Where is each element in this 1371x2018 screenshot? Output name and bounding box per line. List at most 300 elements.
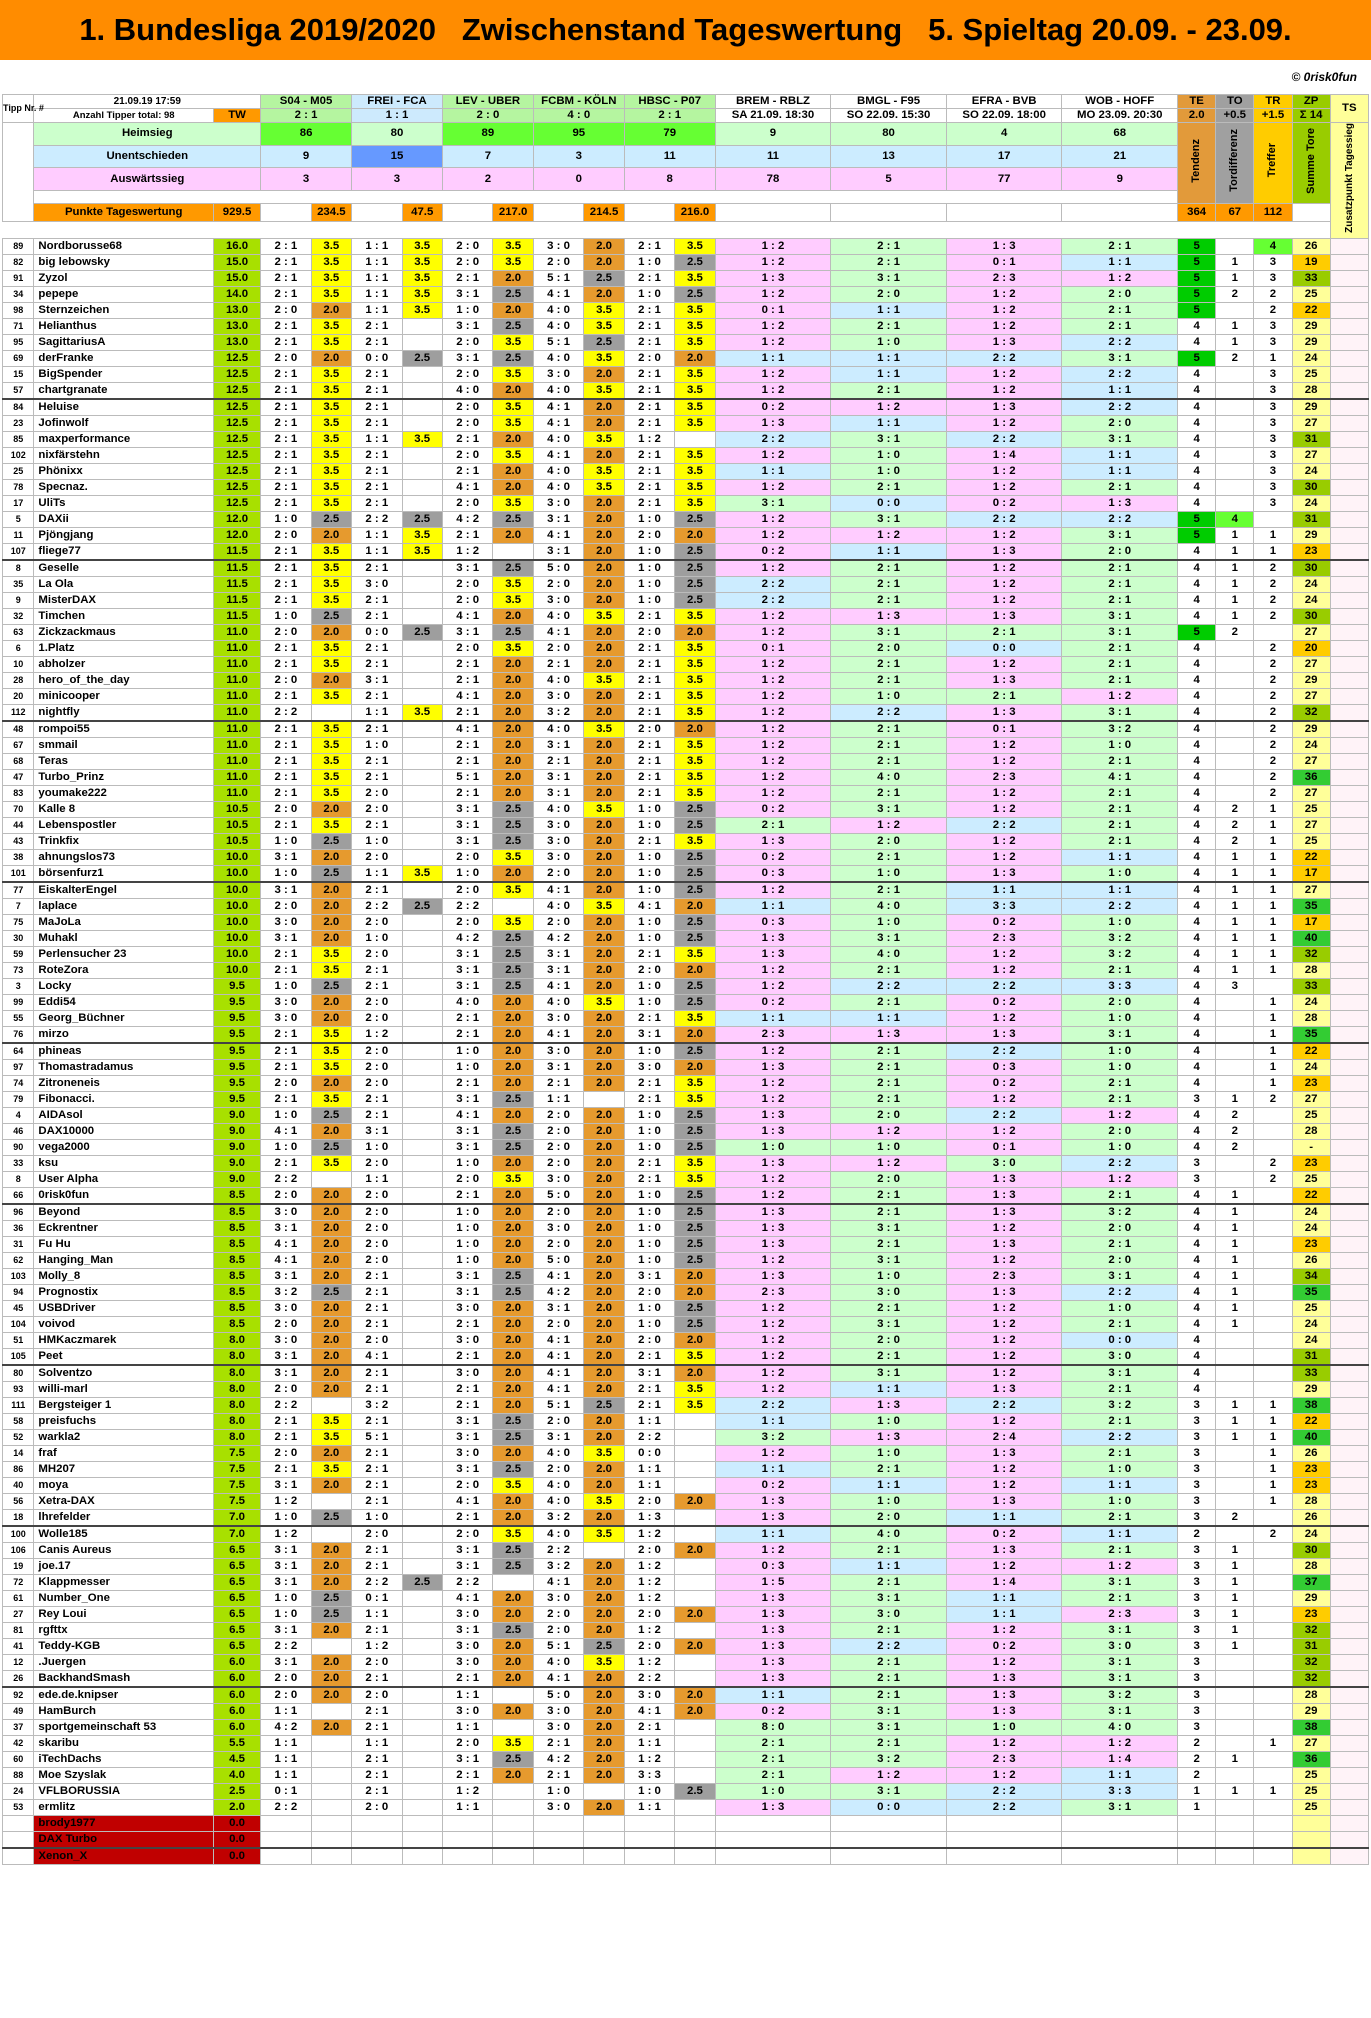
participant-name: Teddy-KGB <box>34 1638 214 1654</box>
game-points: 2.0 <box>493 431 533 447</box>
game-points: 2.0 <box>675 1026 715 1043</box>
table-row <box>3 1606 1369 1622</box>
auswaerts-2: 3 <box>352 168 443 191</box>
game-points: 2.0 <box>311 1220 351 1236</box>
open-game-tip: 1 : 5 <box>715 1574 831 1590</box>
zp-value: 33 <box>1292 978 1330 994</box>
game-points: 2.0 <box>584 1477 624 1493</box>
game-tip: 2 : 2 <box>624 1670 675 1687</box>
to-value: 1 <box>1216 1751 1254 1767</box>
te-value: 4 <box>1178 1252 1216 1268</box>
participant-name: pepepe <box>34 286 214 302</box>
game-points: 2.5 <box>584 1638 624 1654</box>
game-points: 2.5 <box>493 962 533 978</box>
tw-points: 11.0 <box>214 704 261 721</box>
to-value: 1 <box>1216 865 1254 882</box>
to-value: 1 <box>1216 1187 1254 1204</box>
open-game-tip: 1 : 3 <box>715 1670 831 1687</box>
game-points: 2.0 <box>584 1139 624 1155</box>
game-points <box>402 1026 442 1043</box>
zp-value: 35 <box>1292 898 1330 914</box>
open-game-tip: 0 : 3 <box>946 1059 1062 1075</box>
ts-value <box>1330 801 1368 817</box>
game-points: 2.0 <box>493 1043 533 1060</box>
game-tip: 2 : 1 <box>261 1461 312 1477</box>
game-points: 2.0 <box>584 1332 624 1348</box>
game-tip: 3 : 1 <box>624 1268 675 1284</box>
game-points: 2.5 <box>493 833 533 849</box>
tr-value: 1 <box>1254 930 1292 946</box>
ts-value <box>1330 415 1368 431</box>
game-points: 2.0 <box>311 801 351 817</box>
tw-points: 8.5 <box>214 1284 261 1300</box>
game-points: 3.5 <box>675 688 715 704</box>
game-points: 2.5 <box>493 930 533 946</box>
table-row <box>3 334 1369 350</box>
zp-value: 23 <box>1292 1075 1330 1091</box>
tw-points: 13.0 <box>214 302 261 318</box>
game-points: 2.0 <box>675 1365 715 1382</box>
open-game-tip: 1 : 3 <box>715 1622 831 1638</box>
game-points: 3.5 <box>584 479 624 495</box>
game-tip: 2 : 1 <box>352 656 403 672</box>
game-points <box>675 1413 715 1429</box>
game-tip: 2 : 2 <box>261 1171 312 1187</box>
te-value: 4 <box>1178 737 1216 753</box>
game-points: 2.0 <box>493 737 533 753</box>
game-tip: 1 : 0 <box>624 1139 675 1155</box>
ts-value <box>1330 817 1368 833</box>
game-points: 2.0 <box>675 962 715 978</box>
game-points: 2.0 <box>493 1670 533 1687</box>
tipp-nr: 103 <box>3 1268 34 1284</box>
game-points: 2.0 <box>584 640 624 656</box>
ts-value <box>1330 334 1368 350</box>
tipp-nr: 15 <box>3 366 34 382</box>
open-game-tip: 0 : 2 <box>715 1703 831 1719</box>
tw-points: 11.0 <box>214 769 261 785</box>
zp-value: 36 <box>1292 1751 1330 1767</box>
table-row <box>3 238 1369 254</box>
game-points: 2.5 <box>675 930 715 946</box>
ts-value <box>1330 849 1368 865</box>
tipp-nr: 6 <box>3 640 34 656</box>
tw-points: 14.0 <box>214 286 261 302</box>
game-points: 2.0 <box>493 1397 533 1413</box>
game-points <box>402 334 442 350</box>
game-tip: 2 : 0 <box>442 576 493 592</box>
game-tip: 1 : 0 <box>261 1139 312 1155</box>
game-points: 2.0 <box>311 1445 351 1461</box>
game-tip: 2 : 1 <box>352 1767 403 1783</box>
open-game-tip: 2 : 0 <box>1062 1220 1178 1236</box>
to-value: 1 <box>1216 1606 1254 1622</box>
participant-name: Xenon_X <box>34 1848 214 1865</box>
open-game-tip: 3 : 1 <box>1062 1574 1178 1590</box>
ts-value <box>1330 1638 1368 1654</box>
game-tip: 4 : 1 <box>533 1026 584 1043</box>
ts-value <box>1330 1429 1368 1445</box>
tr-value: 1 <box>1254 527 1292 543</box>
game-points: 2.0 <box>584 399 624 416</box>
game-points: 3.5 <box>675 334 715 350</box>
game-tip: 1 : 0 <box>352 930 403 946</box>
open-game-tip: 1 : 1 <box>715 1687 831 1704</box>
game-points <box>311 1815 351 1831</box>
open-game-tip: 3 : 2 <box>1062 930 1178 946</box>
game-tip: 2 : 1 <box>261 817 312 833</box>
game-tip: 4 : 2 <box>533 1751 584 1767</box>
open-game-tip: 1 : 0 <box>1062 737 1178 753</box>
to-value: 1 <box>1216 1316 1254 1332</box>
open-game-tip: 2 : 2 <box>715 1397 831 1413</box>
game-tip: 3 : 1 <box>352 672 403 688</box>
open-game-tip: 1 : 2 <box>946 1316 1062 1332</box>
heimsieg-label: Heimsieg <box>34 123 261 146</box>
to-value: 1 <box>1216 882 1254 899</box>
to-value <box>1216 1010 1254 1026</box>
game-points: 2.0 <box>584 769 624 785</box>
tipp-nr: 102 <box>3 447 34 463</box>
game-points: 2.5 <box>675 1204 715 1221</box>
game-points: 2.0 <box>311 1654 351 1670</box>
game-points: 2.0 <box>311 1365 351 1382</box>
open-game-tip: 3 : 2 <box>1062 721 1178 738</box>
game-points <box>402 479 442 495</box>
zp-value: 29 <box>1292 1590 1330 1606</box>
open-game-tip: 2 : 3 <box>946 930 1062 946</box>
game-points: 2.0 <box>584 415 624 431</box>
open-game-tip: 2 : 1 <box>831 1735 947 1751</box>
game-points: 2.5 <box>675 1187 715 1204</box>
game-tip: 2 : 0 <box>533 1461 584 1477</box>
game-6-result: SA 21.09. 18:30 <box>715 109 831 123</box>
tipp-nr: 94 <box>3 1284 34 1300</box>
zp-value <box>1292 1815 1330 1831</box>
ts-value <box>1330 1043 1368 1060</box>
open-game-tip: 1 : 1 <box>831 543 947 560</box>
te-value <box>1178 1815 1216 1831</box>
game-tip: 2 : 1 <box>442 1767 493 1783</box>
to-value: 3 <box>1216 978 1254 994</box>
open-game-tip <box>715 1831 831 1848</box>
game-tip: 1 : 2 <box>261 1493 312 1509</box>
tipp-nr: 46 <box>3 1123 34 1139</box>
game-points: 2.0 <box>584 1043 624 1060</box>
participant-name: Molly_8 <box>34 1268 214 1284</box>
game-tip: 3 : 0 <box>442 1654 493 1670</box>
open-game-tip: 1 : 0 <box>946 1719 1062 1735</box>
tw-points: 6.0 <box>214 1654 261 1670</box>
tipp-nr: 44 <box>3 817 34 833</box>
open-game-tip: 1 : 1 <box>831 1381 947 1397</box>
game-tip: 2 : 1 <box>352 1107 403 1123</box>
participant-name: Pjöngjang <box>34 527 214 543</box>
open-game-tip: 2 : 1 <box>1062 833 1178 849</box>
te-value: 4 <box>1178 898 1216 914</box>
open-game-tip: 1 : 2 <box>715 447 831 463</box>
game-points <box>675 1590 715 1606</box>
game-points: 3.5 <box>493 238 533 254</box>
te-value: 5 <box>1178 527 1216 543</box>
participant-name: USBDriver <box>34 1300 214 1316</box>
game-tip: 2 : 1 <box>533 1735 584 1751</box>
game-tip: 4 : 1 <box>442 608 493 624</box>
tipp-nr: 79 <box>3 1091 34 1107</box>
to-value <box>1216 382 1254 399</box>
game-points <box>402 1413 442 1429</box>
game-points: 2.5 <box>675 1043 715 1060</box>
ts-value <box>1330 1848 1368 1865</box>
to-value <box>1216 1171 1254 1187</box>
game-points: 2.0 <box>584 576 624 592</box>
game-points: 2.0 <box>311 882 351 899</box>
open-game-tip: 0 : 2 <box>946 1526 1062 1543</box>
game-tip: 4 : 0 <box>533 801 584 817</box>
game-points: 2.0 <box>675 1638 715 1654</box>
game-5-header: HBSC - P07 <box>624 95 715 109</box>
game-points: 3.5 <box>311 576 351 592</box>
standings-table <box>2 94 1369 1865</box>
game-points: 3.5 <box>311 415 351 431</box>
game-tip: 2 : 0 <box>261 1670 312 1687</box>
ts-value <box>1330 1284 1368 1300</box>
te-value: 5 <box>1178 286 1216 302</box>
tipp-nr <box>3 1815 34 1831</box>
tr-value <box>1254 1767 1292 1783</box>
tipp-nr-header: Tipp Nr. # <box>3 95 34 123</box>
tipp-nr: 111 <box>3 1397 34 1413</box>
game-points <box>402 318 442 334</box>
te-value: 4 <box>1178 672 1216 688</box>
game-points: 2.0 <box>675 624 715 640</box>
tr-value: 1 <box>1254 1075 1292 1091</box>
game-tip: 3 : 1 <box>442 1461 493 1477</box>
table-row <box>3 1187 1369 1204</box>
open-game-tip: 2 : 1 <box>831 1059 947 1075</box>
ts-value <box>1330 1493 1368 1509</box>
ts-rot-label: Zusatzpunkt Tagessieg <box>1343 123 1355 233</box>
open-game-tip: 2 : 1 <box>831 1043 947 1060</box>
game-points <box>402 1461 442 1477</box>
game-tip: 2 : 2 <box>261 1397 312 1413</box>
tr-value <box>1254 1815 1292 1831</box>
game-tip: 2 : 1 <box>261 688 312 704</box>
to-value: 1 <box>1216 318 1254 334</box>
game-tip: 2 : 1 <box>352 1493 403 1509</box>
tw-points: 6.5 <box>214 1590 261 1606</box>
open-game-tip: 3 : 1 <box>831 930 947 946</box>
to-value: 2 <box>1216 1509 1254 1526</box>
game-points: 2.0 <box>493 1332 533 1348</box>
game-tip: 2 : 1 <box>352 366 403 382</box>
open-game-tip: 1 : 1 <box>831 1477 947 1493</box>
open-game-tip: 2 : 2 <box>1062 366 1178 382</box>
participant-name: Bergsteiger 1 <box>34 1397 214 1413</box>
game-tip: 3 : 0 <box>533 1799 584 1815</box>
to-header: TO <box>1216 95 1254 109</box>
game-tip: 2 : 0 <box>624 1332 675 1348</box>
tr-value: 2 <box>1254 769 1292 785</box>
game-tip: 2 : 0 <box>533 1236 584 1252</box>
zp-value: 40 <box>1292 1429 1330 1445</box>
game-tip: 3 : 0 <box>442 1445 493 1461</box>
table-row <box>3 849 1369 865</box>
game-tip: 4 : 1 <box>442 721 493 738</box>
game-tip: 2 : 1 <box>352 1477 403 1493</box>
game-points: 3.5 <box>584 721 624 738</box>
game-points: 3.5 <box>584 1654 624 1670</box>
tipp-nr: 38 <box>3 849 34 865</box>
to-value: 1 <box>1216 254 1254 270</box>
to-value <box>1216 1365 1254 1382</box>
open-game-tip: 1 : 2 <box>715 1348 831 1365</box>
participant-name: BackhandSmash <box>34 1670 214 1687</box>
open-game-tip: 2 : 1 <box>1062 753 1178 769</box>
game-tip: 1 : 1 <box>352 704 403 721</box>
game-tip: 2 : 1 <box>352 1381 403 1397</box>
table-row <box>3 399 1369 416</box>
tw-points: 6.5 <box>214 1638 261 1654</box>
open-game-tip: 2 : 2 <box>946 431 1062 447</box>
game-points: 2.0 <box>311 1348 351 1365</box>
open-game-tip: 0 : 0 <box>831 495 947 511</box>
tr-header: TR <box>1254 95 1292 109</box>
game-tip: 2 : 0 <box>352 914 403 930</box>
tipp-nr: 83 <box>3 785 34 801</box>
ts-value <box>1330 527 1368 543</box>
participant-name: RoteZora <box>34 962 214 978</box>
ts-value <box>1330 1719 1368 1735</box>
table-row <box>3 1075 1369 1091</box>
zp-value: 25 <box>1292 1799 1330 1815</box>
open-game-tip: 1 : 2 <box>946 1622 1062 1638</box>
ts-value <box>1330 1654 1368 1670</box>
game-tip: 2 : 1 <box>442 527 493 543</box>
game-tip: 4 : 0 <box>442 382 493 399</box>
open-game-tip: 2 : 0 <box>1062 415 1178 431</box>
game-tip: 2 : 0 <box>261 350 312 366</box>
te-value: 5 <box>1178 238 1216 254</box>
game-points: 2.5 <box>402 511 442 527</box>
table-row <box>3 801 1369 817</box>
participant-name: Solventzo <box>34 1365 214 1382</box>
game-points <box>402 1703 442 1719</box>
tr-value: 2 <box>1254 640 1292 656</box>
game-points: 2.0 <box>584 1767 624 1783</box>
tw-points: 11.0 <box>214 656 261 672</box>
game-points: 2.0 <box>493 1300 533 1316</box>
game-points: 3.5 <box>493 399 533 416</box>
open-game-tip: 1 : 2 <box>946 318 1062 334</box>
game-tip <box>352 1831 403 1848</box>
open-game-tip: 1 : 1 <box>831 415 947 431</box>
open-game-tip: 1 : 2 <box>946 1010 1062 1026</box>
te-value: 4 <box>1178 1107 1216 1123</box>
game-tip: 3 : 0 <box>533 366 584 382</box>
zp-value: 29 <box>1292 318 1330 334</box>
open-game-tip: 1 : 4 <box>946 1574 1062 1590</box>
open-game-tip: 3 : 1 <box>1062 1654 1178 1670</box>
game-tip: 2 : 1 <box>442 1348 493 1365</box>
game-tip: 3 : 0 <box>352 576 403 592</box>
game-points <box>402 1059 442 1075</box>
open-game-tip: 2 : 0 <box>831 1332 947 1348</box>
tipp-nr: 51 <box>3 1332 34 1348</box>
open-game-tip: 2 : 1 <box>1062 1509 1178 1526</box>
tr-value: 3 <box>1254 431 1292 447</box>
tw-points: 12.5 <box>214 479 261 495</box>
open-game-tip: 1 : 2 <box>715 334 831 350</box>
open-game-tip: 2 : 1 <box>831 1348 947 1365</box>
game-tip: 2 : 1 <box>261 318 312 334</box>
te-value: 3 <box>1178 1493 1216 1509</box>
game-points: 3.5 <box>311 479 351 495</box>
tr-value <box>1254 511 1292 527</box>
game-tip: 2 : 0 <box>261 898 312 914</box>
open-game-tip: 1 : 2 <box>946 560 1062 577</box>
game-tip: 2 : 1 <box>533 1075 584 1091</box>
game-points: 2.0 <box>493 1026 533 1043</box>
game-points <box>675 1767 715 1783</box>
te-value: 5 <box>1178 350 1216 366</box>
open-game-tip: 3 : 0 <box>831 1606 947 1622</box>
game-tip: 2 : 1 <box>624 672 675 688</box>
tipp-nr: 35 <box>3 576 34 592</box>
auswaerts-row <box>3 168 1369 191</box>
te-value: 4 <box>1178 914 1216 930</box>
game-points <box>402 1751 442 1767</box>
game-tip: 1 : 1 <box>352 1606 403 1622</box>
game-tip: 3 : 0 <box>261 1204 312 1221</box>
game-tip: 3 : 0 <box>533 849 584 865</box>
participant-name: Zickzackmaus <box>34 624 214 640</box>
open-game-tip: 2 : 3 <box>946 1751 1062 1767</box>
game-points: 3.5 <box>675 1171 715 1187</box>
tipp-nr: 82 <box>3 254 34 270</box>
game-tip: 3 : 1 <box>442 1429 493 1445</box>
open-game-tip: 2 : 0 <box>831 1107 947 1123</box>
game-tip: 2 : 1 <box>352 962 403 978</box>
punkte-g5: 216.0 <box>675 203 715 221</box>
te-value: 5 <box>1178 511 1216 527</box>
participant-name: .Juergen <box>34 1654 214 1670</box>
open-game-tip: 1 : 0 <box>1062 1493 1178 1509</box>
tw-points: 11.0 <box>214 624 261 640</box>
te-value: 4 <box>1178 560 1216 577</box>
zp-value: 31 <box>1292 1348 1330 1365</box>
game-tip: 1 : 0 <box>261 608 312 624</box>
game-tip: 1 : 1 <box>624 1799 675 1815</box>
open-game-tip: 3 : 1 <box>831 270 947 286</box>
zp-value <box>1292 1848 1330 1865</box>
tr-value: 1 <box>1254 1429 1292 1445</box>
game-tip: 1 : 1 <box>442 1799 493 1815</box>
table-row <box>3 785 1369 801</box>
game-points <box>402 1348 442 1365</box>
open-game-tip: 3 : 1 <box>831 511 947 527</box>
table-row <box>3 1300 1369 1316</box>
open-game-tip: 2 : 1 <box>1062 1445 1178 1461</box>
tipp-nr: 112 <box>3 704 34 721</box>
game-tip: 3 : 1 <box>533 511 584 527</box>
tipp-nr: 92 <box>3 1687 34 1704</box>
tipp-nr: 89 <box>3 238 34 254</box>
game-points <box>402 1171 442 1187</box>
open-game-tip: 2 : 1 <box>831 1654 947 1670</box>
ts-value <box>1330 1477 1368 1493</box>
game-tip: 2 : 0 <box>261 1075 312 1091</box>
